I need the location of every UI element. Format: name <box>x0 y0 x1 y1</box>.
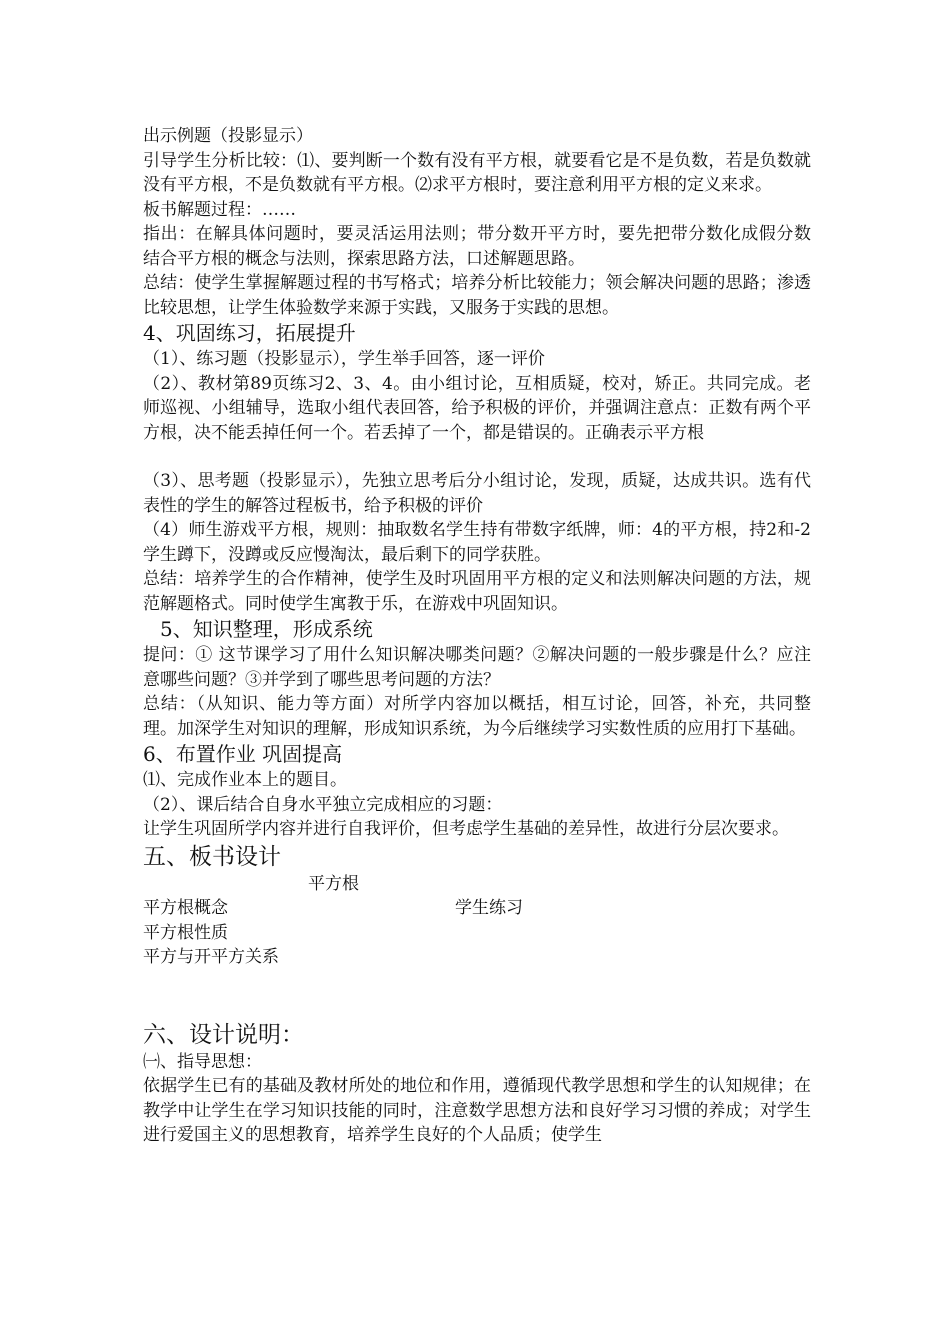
paragraph-board-process: 板书解题过程：…… <box>143 199 296 220</box>
document-page <box>143 124 811 1148</box>
board-left-2: 平方根性质 <box>143 922 228 943</box>
paragraph-guide-analysis: 引导学生分析比较：⑴、要判断一个数有没有平方根，就要看它是不是负数，若是负数就没有平方根，不是负数就有平方根。⑵求平方根时，要注意利用平方根的定义来求。 <box>143 150 811 195</box>
board-row-1 <box>143 896 811 921</box>
paragraph-homework-1: ⑴、完成作业本上的题目。 <box>143 770 347 790</box>
board-title: 平方根 <box>308 873 359 894</box>
section-heading-6: 6、布置作业 巩固提高 <box>143 742 343 766</box>
section-heading-six: 六、设计说明： <box>143 1021 304 1048</box>
paragraph-design-basis: 依据学生已有的基础及教材所处的地位和作用，遵循现代教学思想和学生的认知规律；在教学中让学生在学习知识技能的同时，注意数学思想方法和良好学习习惯的养成；对学生进行爱国主义的思想教育，培养学生良好的个人品质；使学生 <box>143 1076 811 1145</box>
board-left-1: 平方根概念 <box>143 898 228 918</box>
paragraph-point-out: 指出：在解具体问题时，要灵活运用法则；带分数开平方时，要先把带分数化成假分数 结合平方根的概念与法则，探索思路方法，口述解题思路。 <box>143 224 811 269</box>
paragraph-exercise-2: （2）、教材第89页练习2、3、4。由小组讨论，互相质疑，校对，矫正。共同完成。老师巡视、小组辅导，选取小组代表回答，给予积极的评价，并强调注意点：正数有两个平方根，决不能丢掉任何一个。若丢掉了一个，都是错误的。正确表示平方根 <box>143 373 811 443</box>
paragraph-example-intro: 出示例题（投影显示） <box>143 126 313 146</box>
section-heading-five: 五、板书设计 <box>143 843 281 870</box>
paragraph-summary-1: 总结：使学生掌握解题过程的书写格式；培养分析比较能力；领会解决问题的思路；渗透比较思想，让学生体验数学来源于实践，又服务于实践的思想。 <box>143 273 811 318</box>
paragraph-summary-3: 总结：（从知识、能力等方面）对所学内容加以概括，相互讨论，回答，补充，共同整理。加深学生对知识的理解，形成知识系统，为今后继续学习实数性质的应用打下基础。 <box>143 694 811 739</box>
paragraph-question: 提问：① 这节课学习了用什么知识解决哪类问题？②解决问题的一般步骤是什么？应注意哪些问题？③并学到了哪些思考问题的方法？ <box>143 645 811 690</box>
board-row-3 <box>143 945 811 970</box>
paragraph-summary-2: 总结：培养学生的合作精神，使学生及时巩固用平方根的定义和法则解决问题的方法，规范解题格式。同时使学生寓教于乐，在游戏中巩固知识。 <box>143 569 811 614</box>
blank-space <box>143 970 811 1020</box>
section-heading-5: 5、知识整理，形成系统 <box>160 617 373 641</box>
section-heading-4: 4、巩固练习，拓展提升 <box>143 321 356 345</box>
board-row-2 <box>143 921 811 946</box>
paragraph-homework-3: 让学生巩固所学内容并进行自我评价，但考虑学生基础的差异性，故进行分层次要求。 <box>143 819 789 839</box>
paragraph-guiding-ideology: ㈠、指导思想： <box>143 1051 262 1072</box>
paragraph-exercise-1: （1）、练习题（投影显示），学生举手回答，逐一评价 <box>143 349 545 369</box>
paragraph-homework-2: （2）、课后结合自身水平独立完成相应的习题： <box>143 794 503 815</box>
blank-line <box>143 445 811 469</box>
paragraph-exercise-3: （3）、思考题（投影显示），先独立思考后分小组讨论，发现，质疑，达成共识。选有代表性的学生的解答过程板书，给予积极的评价 <box>143 471 811 516</box>
board-left-3: 平方与开平方关系 <box>143 947 279 967</box>
board-title-row <box>143 872 811 897</box>
board-right-1: 学生练习 <box>455 898 523 918</box>
paragraph-exercise-4: （4）师生游戏平方根，规则：抽取数名学生持有带数字纸牌，师：4的平方根，持2和-2学生蹲下，没蹲或反应慢淘汰，最后剩下的同学获胜。 <box>143 520 811 565</box>
